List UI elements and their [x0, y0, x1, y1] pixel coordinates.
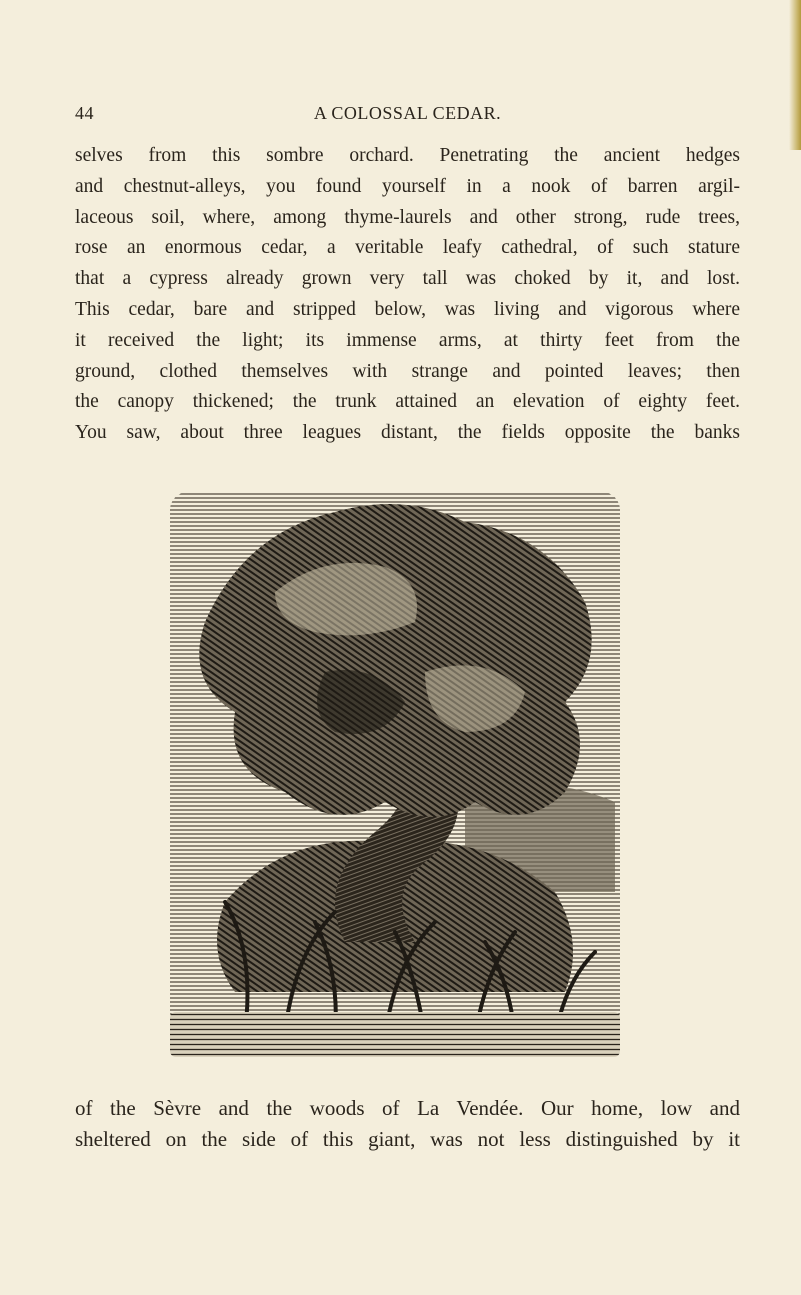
running-head [75, 103, 740, 127]
text-line: and chestnut-alleys, you found yourself in a nook of barren argil- [75, 175, 740, 197]
text-line: This cedar, bare and stripped below, was living and vigorous where [75, 298, 740, 320]
text-line: ground, clothed themselves with strange and pointed leaves; then [75, 360, 740, 382]
text-line: You saw, about three leagues distant, the fields opposite the banks [75, 422, 740, 444]
text-line: of the Sèvre and the woods of La Vendée. Our home, low and [75, 1096, 740, 1120]
running-title: A COLOSSAL CEDAR. [313, 103, 502, 123]
text-line: laceous soil, where, among thyme-laurels and other strong, rude trees, [75, 206, 740, 228]
body-text-top [75, 141, 740, 449]
page-number: 44 [75, 103, 94, 123]
text-line: rose an enormous cedar, a veritable leafy cathedral, of such stature [75, 237, 740, 259]
body-text-bottom [75, 1093, 740, 1155]
text-line: it received the light; its immense arms, at thirty feet from the [75, 329, 740, 351]
text-line: that a cypress already grown very tall was choked by it, and lost. [75, 268, 740, 290]
cedar-engraving-illustration [165, 472, 625, 1082]
water-surface [170, 1012, 620, 1057]
page-edge [789, 0, 801, 150]
text-line: selves from this sombre orchard. Penetrating the ancient hedges [75, 145, 740, 166]
text-line: sheltered on the side of this giant, was not less distinguished by it [75, 1126, 740, 1151]
text-line: the canopy thickened; the trunk attained an elevation of eighty feet. [75, 391, 740, 413]
tree-canopy [199, 504, 591, 817]
